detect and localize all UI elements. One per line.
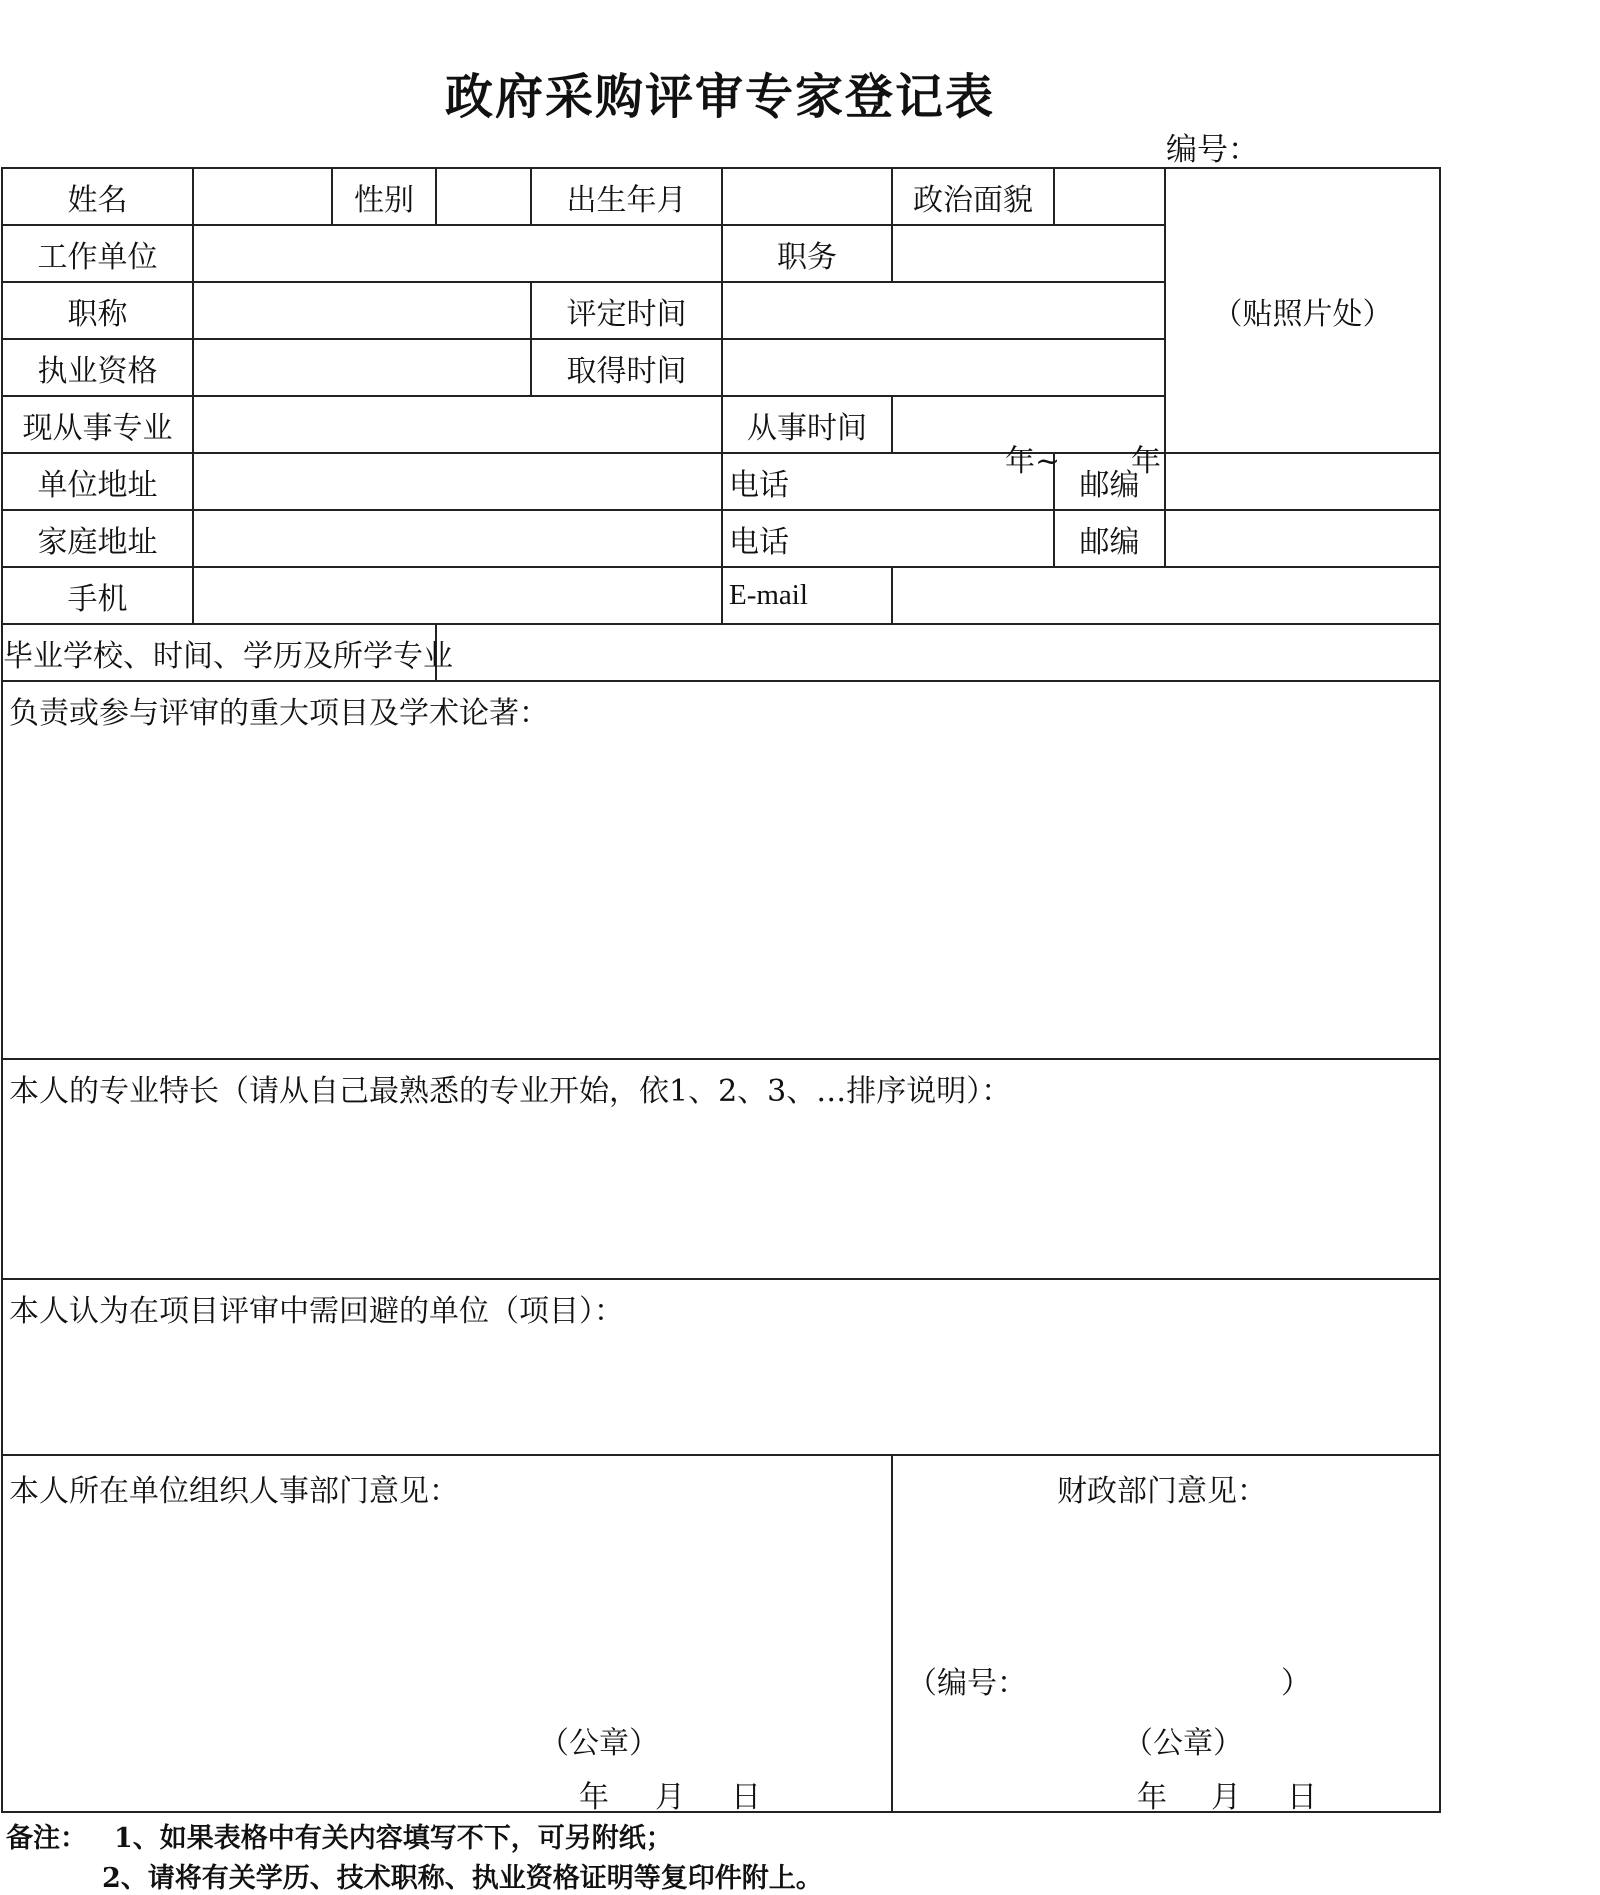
specialty-label: 现从事专业 bbox=[2, 396, 193, 453]
email-label: E-mail bbox=[722, 567, 892, 624]
finance-number-open: （编号： bbox=[907, 1666, 1027, 1701]
finance-opinion-label: 财政部门意见： bbox=[1057, 1474, 1267, 1509]
hr-year-label: 年 bbox=[579, 1780, 609, 1815]
hr-seal-label: （公章） bbox=[539, 1726, 659, 1761]
home-phone-field[interactable] bbox=[722, 510, 1054, 567]
hr-month-label: 月 bbox=[655, 1780, 685, 1815]
home-phone-label: 电话 bbox=[729, 524, 789, 560]
employer-field[interactable] bbox=[193, 225, 722, 282]
work-phone-label: 电话 bbox=[729, 467, 789, 503]
specialty-field[interactable] bbox=[193, 396, 722, 453]
politics-field[interactable] bbox=[1054, 168, 1165, 225]
expertise-label: 本人的专业特长（请从自己最熟悉的专业开始，依1、2、3、…排序说明）： bbox=[9, 1074, 1012, 1109]
qualification-field[interactable] bbox=[193, 339, 531, 396]
projects-label: 负责或参与评审的重大项目及学术论著： bbox=[9, 696, 549, 731]
note-item-1: 1、如果表格中有关内容填写不下，可另附纸； bbox=[114, 1823, 673, 1854]
birth-label: 出生年月 bbox=[531, 168, 722, 225]
work-postcode-field[interactable] bbox=[1165, 453, 1440, 510]
title-rank-field[interactable] bbox=[193, 282, 531, 339]
rated-time-label: 评定时间 bbox=[531, 282, 722, 339]
gender-label: 性别 bbox=[332, 168, 436, 225]
avoidance-section[interactable] bbox=[2, 1279, 1440, 1455]
photo-area[interactable] bbox=[1165, 168, 1440, 453]
work-address-field[interactable] bbox=[193, 453, 722, 510]
mobile-label: 手机 bbox=[2, 567, 193, 624]
mobile-field[interactable] bbox=[193, 567, 722, 624]
engaged-time-field[interactable] bbox=[892, 396, 1165, 479]
position-label: 职务 bbox=[722, 225, 892, 282]
name-field[interactable] bbox=[193, 168, 332, 225]
expertise-section[interactable] bbox=[2, 1059, 1440, 1279]
education-label: 毕业学校、时间、学历及所学专业 bbox=[2, 624, 436, 681]
home-address-field[interactable] bbox=[193, 510, 722, 567]
obtained-time-field[interactable] bbox=[722, 339, 1165, 396]
obtained-time-label: 取得时间 bbox=[531, 339, 722, 396]
hr-opinion-label: 本人所在单位组织人事部门意见： bbox=[9, 1474, 459, 1509]
name-label: 姓名 bbox=[2, 168, 193, 225]
position-field[interactable] bbox=[892, 225, 1165, 282]
home-postcode-label: 邮编 bbox=[1054, 510, 1165, 567]
email-field[interactable] bbox=[892, 567, 1440, 624]
qualification-label: 执业资格 bbox=[2, 339, 193, 396]
hr-day-label: 日 bbox=[731, 1780, 761, 1815]
rated-time-field[interactable] bbox=[722, 282, 1165, 339]
finance-seal-label: （公章） bbox=[1123, 1726, 1243, 1761]
form-title: 政府采购评审专家登记表 bbox=[444, 69, 995, 125]
year-to-label: 年 bbox=[1131, 443, 1161, 479]
hr-opinion-section[interactable] bbox=[2, 1455, 892, 1815]
photo-placeholder: （贴照片处） bbox=[1212, 296, 1393, 332]
home-postcode-field[interactable] bbox=[1165, 510, 1440, 567]
title-rank-label: 职称 bbox=[2, 282, 193, 339]
registration-form bbox=[1, 167, 1441, 1813]
projects-section[interactable] bbox=[2, 681, 1440, 1059]
note-item-2: 2、请将有关学历、技术职称、执业资格证明等复印件附上。 bbox=[102, 1863, 823, 1894]
avoidance-label: 本人认为在项目评审中需回避的单位（项目）： bbox=[9, 1294, 624, 1329]
finance-number-close: ） bbox=[1281, 1666, 1311, 1701]
finance-month-label: 月 bbox=[1211, 1780, 1241, 1815]
finance-opinion-section[interactable] bbox=[892, 1455, 1440, 1815]
work-address-label: 单位地址 bbox=[2, 453, 193, 510]
education-field[interactable] bbox=[436, 624, 1440, 681]
birth-field[interactable] bbox=[722, 168, 892, 225]
home-address-label: 家庭地址 bbox=[2, 510, 193, 567]
year-from-label: 年~ bbox=[1005, 443, 1061, 479]
serial-number-label: 编号： bbox=[1166, 132, 1259, 168]
gender-field[interactable] bbox=[436, 168, 531, 225]
engaged-time-label: 从事时间 bbox=[722, 396, 892, 453]
notes-label: 备注： bbox=[6, 1823, 87, 1854]
employer-label: 工作单位 bbox=[2, 225, 193, 282]
finance-day-label: 日 bbox=[1287, 1780, 1317, 1815]
work-postcode-label: 邮编 bbox=[1054, 453, 1165, 510]
politics-label: 政治面貌 bbox=[892, 168, 1054, 225]
finance-year-label: 年 bbox=[1137, 1780, 1167, 1815]
